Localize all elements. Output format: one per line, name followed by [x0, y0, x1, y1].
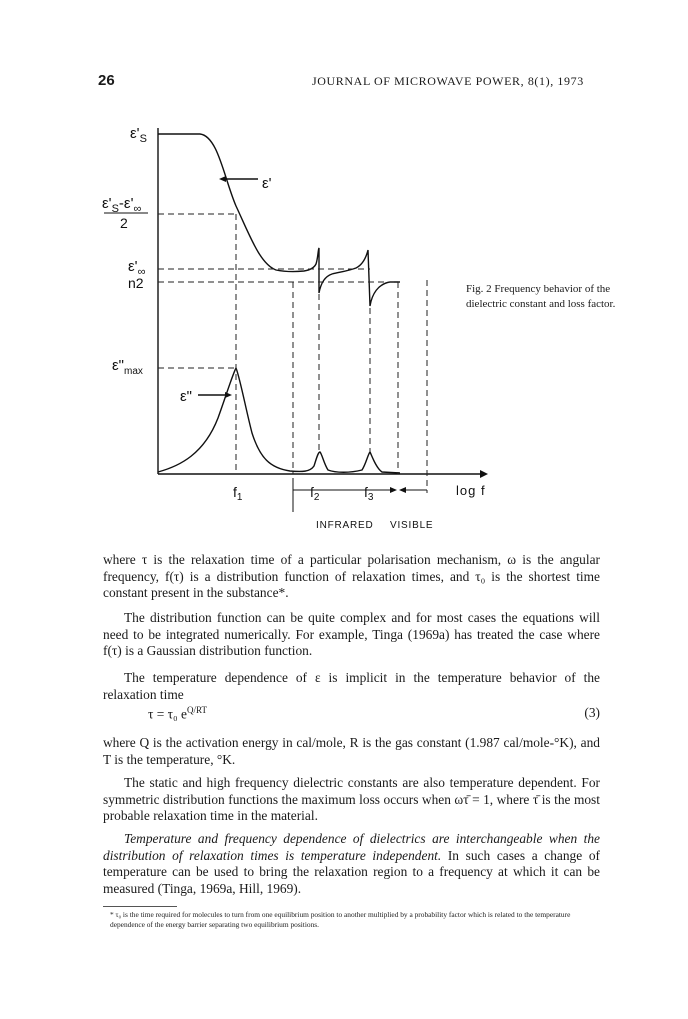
label-n2: n2: [128, 275, 144, 291]
footnote-rule: [103, 906, 177, 907]
equation-3-exponent: Q/RT: [186, 705, 207, 715]
page-number: 26: [98, 72, 115, 89]
label-half-difference-denominator: 2: [120, 215, 128, 231]
paragraph-5: The static and high frequency dielectric constants are also temperature dependent. For symmetric distribution functions the maximum loss occurs when ωτ̄ = 1, where τ̄ is the most probable relaxation time in the material.: [103, 775, 600, 824]
label-visible: VISIBLE: [390, 520, 434, 531]
eps-dprime-curve: [158, 368, 400, 473]
svg-text:ε'S: $\varepsilon'_S$: [130, 125, 147, 145]
label-half-difference: $\varepsilon'_S-\varepsilon'_\infty$: [102, 195, 142, 215]
x-axis-arrow: [480, 470, 488, 478]
eps-prime-curve: [158, 134, 400, 306]
running-head: JOURNAL OF MICROWAVE POWER, 8(1), 1973: [312, 74, 584, 88]
label-infrared: INFRARED: [316, 520, 374, 531]
paragraph-2: The distribution function can be quite complex and for most cases the equations will need to be integrated numerically. For example, Tinga (1969a) has treated the case where f(τ) is a Gaussian distribution function.: [103, 610, 600, 659]
label-f2: $f_2$: [310, 484, 320, 503]
paragraph-6: [103, 831, 600, 897]
label-log-f: log f: [456, 483, 486, 498]
paragraph-3: The temperature dependence of ε is implicit in the temperature behavior of the relaxation time: [103, 670, 600, 702]
label-curve-eps-prime: ε': [262, 175, 272, 192]
paragraph-4: where Q is the activation energy in cal/mole, R is the gas constant (1.987 cal/mole-°K), and T is the temperature, °K.: [103, 735, 600, 767]
figure-2: [100, 118, 520, 538]
label-eps-inf: $\varepsilon'_\infty$: [128, 258, 146, 278]
figure-caption: Fig. 2 Frequency behavior of the dielectric constant and loss factor.: [466, 283, 616, 310]
label-eps-s: ε': [130, 125, 140, 142]
label-f3: $f_3$: [364, 484, 374, 503]
dielectric-frequency-plot: [100, 118, 520, 538]
footnote: * τ₀ is the time required for molecules to turn from one equilibrium position to another multiplied by a probability factor which is related to the temperature dependence of the energy barrier separating two equilibrium positions.: [110, 910, 571, 929]
equation-3-number: (3): [584, 705, 600, 720]
equation-3: [148, 705, 600, 722]
label-f1: $f_1$: [233, 484, 243, 503]
paragraph-6-rest: In such cases a change of temperature can be used to bring the relaxation region to a frequency at which it can be measured (Tinga, 1969a, Hill, 1969).: [103, 847, 600, 896]
equation-3-body: τ = τ₀ e: [148, 706, 187, 722]
label-eps-max: $\varepsilon"_{max}$: [112, 357, 143, 377]
paragraph-1: where τ is the relaxation time of a particular polarisation mechanism, ω is the angular frequency, f(τ) is a distribution function of relaxation times, and τ₀ is the shortest time constant present in the substance*.: [103, 552, 600, 601]
label-curve-eps-dprime: ε": [180, 388, 193, 405]
paragraph-6-italic: Temperature and frequency dependence of dielectrics are interchangeable when the distribution of relaxation times is temperature independent.: [103, 831, 600, 863]
